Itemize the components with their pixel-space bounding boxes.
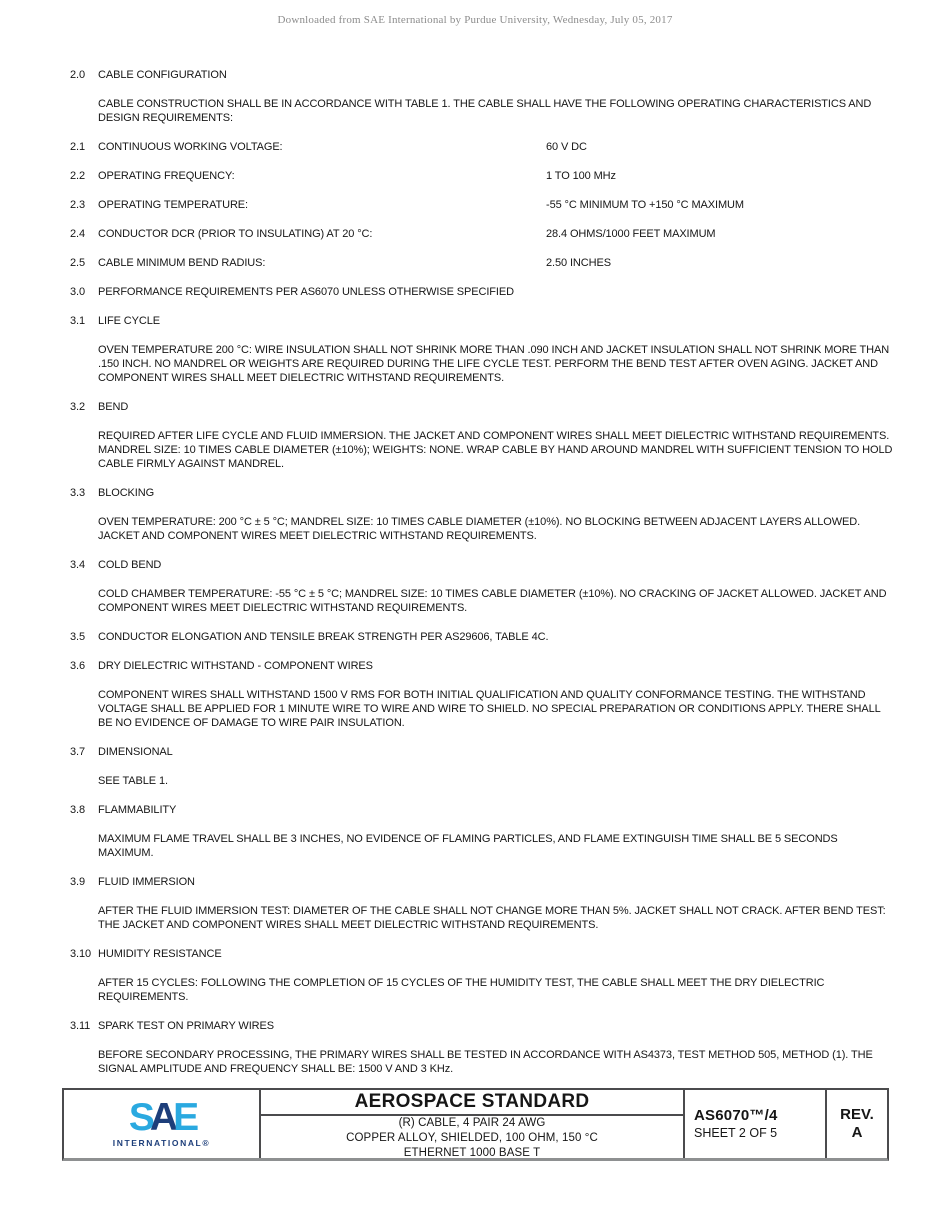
section-number: 2.3 xyxy=(70,199,85,211)
sheet-number: SHEET 2 OF 5 xyxy=(694,1125,778,1140)
section-title: HUMIDITY RESISTANCE xyxy=(98,948,222,960)
section-title: SPARK TEST ON PRIMARY WIRES xyxy=(98,1020,274,1032)
section-title: OPERATING FREQUENCY: xyxy=(98,170,235,182)
section-paragraph: REQUIRED AFTER LIFE CYCLE AND FLUID IMMERSION. THE JACKET AND COMPONENT WIRES SHALL MEET DIELECTRIC WITHSTAND REQUIREMENTS. MANDREL SIZE: 10 TIMES CABLE DIAMETER (±10%); WEIGHTS: NONE. WRAP CABLE BY HAND AROUND MANDREL WITH SUFFICIENT TENSION TO HOLD CABLE FIRMLY AGAINST MANDREL. xyxy=(98,430,893,470)
section-title: CONTINUOUS WORKING VOLTAGE: xyxy=(98,141,283,153)
section-heading xyxy=(70,140,895,154)
section-heading xyxy=(70,285,895,299)
document-id-cell xyxy=(685,1090,827,1158)
section-title: FLAMMABILITY xyxy=(98,804,177,816)
section-heading xyxy=(70,1019,895,1033)
subtitle-line: COPPER ALLOY, SHIELDED, 100 OHM, 150 °C xyxy=(346,1132,598,1144)
section-heading xyxy=(70,256,895,270)
section-heading xyxy=(70,314,895,328)
sae-logo-letter-a: A xyxy=(149,1095,174,1139)
section-value: 1 TO 100 MHz xyxy=(546,170,616,182)
section-heading xyxy=(70,169,895,183)
section-heading xyxy=(70,68,895,82)
section-number: 2.4 xyxy=(70,228,85,240)
download-watermark: Downloaded from SAE International by Purdue University, Wednesday, July 05, 2017 xyxy=(277,14,673,26)
section-heading xyxy=(70,227,895,241)
section-heading xyxy=(70,486,895,500)
section-title: FLUID IMMERSION xyxy=(98,876,195,888)
section-heading xyxy=(70,745,895,759)
section-title: CABLE CONFIGURATION xyxy=(98,69,227,81)
title-block-center xyxy=(261,1090,685,1158)
section-number: 3.8 xyxy=(70,804,85,816)
section-paragraph: BEFORE SECONDARY PROCESSING, THE PRIMARY WIRES SHALL BE TESTED IN ACCORDANCE WITH AS4373, TEST METHOD 505, METHOD (1). THE SIGNAL AMPLITUDE AND FREQUENCY SHALL BE: 1500 V AND 3 KHz. xyxy=(98,1049,873,1075)
section-number: 3.1 xyxy=(70,315,85,327)
section-title: CABLE MINIMUM BEND RADIUS: xyxy=(98,257,266,269)
section-number: 2.5 xyxy=(70,257,85,269)
sae-logo-letter-e: E xyxy=(173,1095,195,1139)
section-number: 3.3 xyxy=(70,487,85,499)
sae-logo-letter-s: S xyxy=(128,1095,150,1139)
section-number: 2.0 xyxy=(70,69,85,81)
section-heading xyxy=(70,400,895,414)
section-title: BEND xyxy=(98,401,129,413)
section-number: 3.9 xyxy=(70,876,85,888)
section-number: 3.7 xyxy=(70,746,85,758)
section-heading xyxy=(70,803,895,817)
section-heading xyxy=(70,659,895,673)
section-number: 3.0 xyxy=(70,286,85,298)
sae-logo-letters xyxy=(128,1095,195,1139)
section-heading xyxy=(70,875,895,889)
section-value: 2.50 INCHES xyxy=(546,257,611,269)
section-value: -55 °C MINIMUM TO +150 °C MAXIMUM xyxy=(546,199,744,211)
section-number: 2.1 xyxy=(70,141,85,153)
section-heading xyxy=(70,558,895,572)
section-paragraph: AFTER THE FLUID IMMERSION TEST: DIAMETER OF THE CABLE SHALL NOT CHANGE MORE THAN 5%. JACKET SHALL NOT CRACK. AFTER BEND TEST: THE JACKET AND COMPONENT WIRES SHALL MEET DIELECTRIC WITHSTAND REQUIREMENTS. xyxy=(98,905,886,931)
section-paragraph: MAXIMUM FLAME TRAVEL SHALL BE 3 INCHES, NO EVIDENCE OF FLAMING PARTICLES, AND FLAME EXTINGUISH TIME SHALL BE 5 SECONDS MAXIMUM. xyxy=(98,833,838,859)
section-paragraph: OVEN TEMPERATURE 200 °C: WIRE INSULATION SHALL NOT SHRINK MORE THAN .090 INCH AND JACKET INSULATION SHALL NOT SHRINK MORE THAN .150 INCH. NO MANDREL OR WEIGHTS ARE REQUIRED DURING THE LIFE CYCLE TEST. PERFORM THE BEND TEST AFTER OVEN AGING. JACKET AND COMPONENT WIRES SHALL MEET DIELECTRIC WITHSTAND REQUIREMENTS. xyxy=(98,344,890,384)
section-title: BLOCKING xyxy=(98,487,155,499)
section-number: 3.11 xyxy=(70,1020,91,1032)
section-title: OPERATING TEMPERATURE: xyxy=(98,199,248,211)
section-number: 3.2 xyxy=(70,401,85,413)
section-title: PERFORMANCE REQUIREMENTS PER AS6070 UNLESS OTHERWISE SPECIFIED xyxy=(98,286,514,298)
revision-value: A xyxy=(851,1124,863,1141)
section-heading xyxy=(70,947,895,961)
section-value: 60 V DC xyxy=(546,141,587,153)
section-paragraph: CABLE CONSTRUCTION SHALL BE IN ACCORDANCE WITH TABLE 1. THE CABLE SHALL HAVE THE FOLLOWING OPERATING CHARACTERISTICS AND DESIGN REQUIREMENTS: xyxy=(98,98,872,124)
section-paragraph: SEE TABLE 1. xyxy=(98,775,168,787)
section-paragraph: COLD CHAMBER TEMPERATURE: -55 °C ± 5 °C; MANDREL SIZE: 10 TIMES CABLE DIAMETER (±10%). NO CRACKING OF JACKET ALLOWED. JACKET AND COMPONENT WIRES MEET DIELECTRIC WITHSTAND REQUIREMENTS. xyxy=(98,588,887,614)
section-heading xyxy=(70,630,895,644)
section-title: CONDUCTOR DCR (PRIOR TO INSULATING) AT 20 °C: xyxy=(98,228,373,240)
section-number: 2.2 xyxy=(70,170,85,182)
section-title: LIFE CYCLE xyxy=(98,315,160,327)
subtitle-line: ETHERNET 1000 BASE T xyxy=(403,1147,541,1159)
section-number: 3.4 xyxy=(70,559,85,571)
section-number: 3.5 xyxy=(70,631,85,643)
document-subtitle xyxy=(261,1116,683,1161)
revision-label: REV. xyxy=(840,1106,874,1123)
section-title: COLD BEND xyxy=(98,559,162,571)
section-title: CONDUCTOR ELONGATION AND TENSILE BREAK STRENGTH PER AS29606, TABLE 4C. xyxy=(98,631,549,643)
section-number: 3.6 xyxy=(70,660,85,672)
revision-cell xyxy=(827,1090,887,1158)
document-number: AS6070™/4 xyxy=(694,1106,778,1124)
sae-logo xyxy=(64,1090,261,1158)
subtitle-line: (R) CABLE, 4 PAIR 24 AWG xyxy=(398,1117,546,1129)
section-paragraph: AFTER 15 CYCLES: FOLLOWING THE COMPLETION OF 15 CYCLES OF THE HUMIDITY TEST, THE CABLE SHALL MEET THE DRY DIELECTRIC REQUIREMENTS. xyxy=(98,977,825,1003)
aerospace-standard-title: AEROSPACE STANDARD xyxy=(261,1090,683,1116)
section-value: 28.4 OHMS/1000 FEET MAXIMUM xyxy=(546,228,716,240)
title-block xyxy=(62,1088,889,1161)
sae-logo-caption: INTERNATIONAL® xyxy=(112,1137,211,1148)
section-paragraph: COMPONENT WIRES SHALL WITHSTAND 1500 V RMS FOR BOTH INITIAL QUALIFICATION AND QUALITY CONFORMANCE TESTING. THE WITHSTAND VOLTAGE SHALL BE APPLIED FOR 1 MINUTE WIRE TO WIRE AND WIRE TO SHIELD. NO SPECIAL PREPARATION OR CONDITIONS APPLY. THERE SHALL BE NO EVIDENCE OF DAMAGE TO WIRE PAIR INSULATION. xyxy=(98,689,881,729)
document-body xyxy=(70,68,895,1076)
section-heading xyxy=(70,198,895,212)
section-paragraph: OVEN TEMPERATURE: 200 °C ± 5 °C; MANDREL SIZE: 10 TIMES CABLE DIAMETER (±10%). NO BLOCKING BETWEEN ADJACENT LAYERS ALLOWED. JACKET AND COMPONENT WIRES MEET DIELECTRIC WITHSTAND REQUIREMENTS. xyxy=(98,516,861,542)
section-title: DIMENSIONAL xyxy=(98,746,173,758)
section-number: 3.10 xyxy=(70,948,92,960)
section-title: DRY DIELECTRIC WITHSTAND - COMPONENT WIRES xyxy=(98,660,373,672)
